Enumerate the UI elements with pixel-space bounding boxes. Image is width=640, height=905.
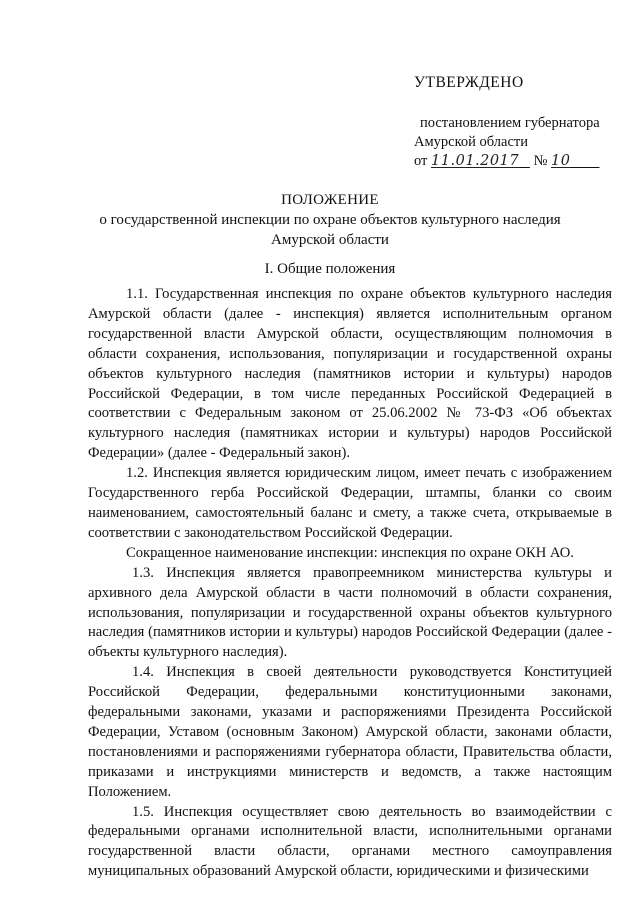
paragraph-1-2: 1.2. Инспекция является юридическим лицом, имеет печать с изображением Государственного герба Российской Федерации, штампы, бланки со своим наименованием, самостоятельный баланс и смету, а также счета, открываемые в соответствии с законодательством Российской Федерации.: [88, 465, 612, 541]
approval-line-region: Амурской области: [414, 134, 528, 150]
approval-date-number: [414, 152, 624, 171]
paragraph-1-3: 1.3. Инспекция является правопреемником министерства культуры и архивного дела Амурской области в части полномочий в области сохранения, использования, популяризации и государственной охраны объектов культурного наследия (памятников истории и культуры) народов Российской Федерации (далее - объекты культурного наследия).: [88, 564, 612, 661]
document-subtitle-line2: Амурской области: [271, 232, 389, 248]
approval-line-decree: постановлением губернатора: [420, 115, 600, 131]
paragraph-1-5: 1.5. Инспекция осуществляет свою деятельность во взаимодействии с федеральными органами исполнительной власти, исполнительными органами государственной власти области, органами местного самоуправления муниципальных образований Амурской области, юридическими и физическими: [88, 803, 612, 880]
document-title: ПОЛОЖЕНИЕ: [281, 192, 379, 208]
handwritten-number: 10: [551, 153, 571, 169]
section-title: I. Общие положения: [264, 261, 396, 277]
document-subtitle-line1: о государственной инспекции по охране объектов культурного наследия: [99, 212, 561, 228]
number-prefix: №: [533, 153, 548, 169]
approved-title: УТВЕРЖДЕНО: [414, 74, 524, 91]
approval-stamp: [414, 74, 624, 171]
paragraph-1-4: 1.4. Инспекция в своей деятельности руководствуется Конституцией Российской Федерации, федеральными конституционными законами, федеральными законами, указами и распоряжениями Президента Российской Федерации, Уставом (основным Законом) Амурской области, законами области, постановлениями и распоряжениями губернатора области, Правительства области, приказами и инструкциями министерств и ведомств, а также настоящим Положением.: [88, 664, 612, 800]
paragraph-1-1: 1.1. Государственная инспекция по охране объектов культурного наследия Амурской области (далее - инспекция) является исполнительным органом государственной власти Амурской области, осуществляющим полномочия в области сохранения, использования, популяризации и государственной охраны объектов культурного наследия (памятников истории и культуры) народов Российской Федерации, в том числе переданных Российской Федерацией в соответствии с Федеральным законом от 25.06.2002 № 73-ФЗ «Об объектах культурного наследия (памятниках истории и культуры) народов Российской Федерации» (далее - Федеральный закон).: [88, 286, 612, 462]
date-prefix: от: [414, 153, 428, 169]
document-heading: [40, 190, 620, 250]
document-body: [88, 285, 612, 882]
paragraph-short-name: Сокращенное наименование инспекции: инспекция по охране ОКН АО.: [126, 544, 574, 561]
handwritten-date: 11.01.2017: [431, 153, 520, 169]
